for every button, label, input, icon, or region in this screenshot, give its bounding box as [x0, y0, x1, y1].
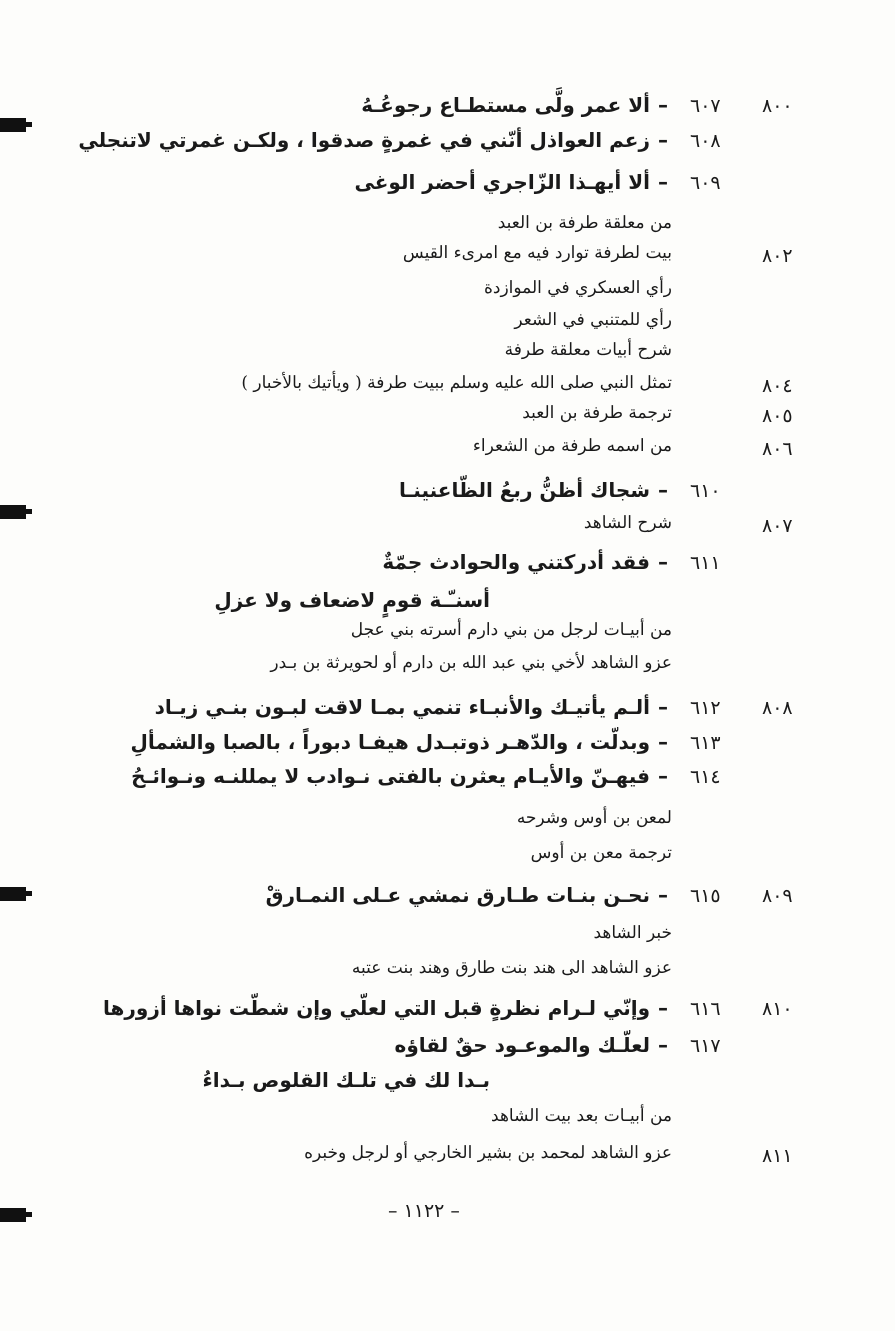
note-text: من أبيـات بعد بيت الشاهد [491, 1106, 672, 1126]
verse-text: زعم العواذل أنّني في غمرةٍ صدقوا ، ولكـن غمرتي لاتنجلي [78, 128, 650, 152]
verse-dash: – [658, 170, 668, 194]
verse-dash: – [658, 996, 668, 1020]
note-text: لمعن بن أوس وشرحه [516, 808, 672, 828]
note-text: من أبيـات لرجل من بني دارم أسرته بني عجل [350, 620, 672, 640]
verse-dash: – [658, 478, 668, 502]
entry-page-number: ٨١١ [762, 1145, 793, 1167]
verse-number: ٦١٦ [690, 998, 721, 1020]
note-text: تمثل النبي صلى الله عليه وسلم ببيت طرفة ( ويأتيك بالأخبار ) [241, 373, 672, 393]
verse-number: ٦١٢ [690, 697, 721, 719]
entry-page-number: ٨٠٢ [762, 245, 793, 267]
verse-text: فيهـنّ والأيـام يعثرن بالفتى نـوادب لا يمللنـه ونـوائـحُ [131, 764, 650, 788]
verse-text: أسنـّـة قومٍ لاضعاف ولا عزلِ [214, 588, 490, 612]
note-text: ترجمة معن بن أوس [530, 843, 672, 863]
verse-number: ٦١٥ [690, 885, 721, 907]
verse-dash: – [658, 550, 668, 574]
entry-page-number: ٨٠٧ [762, 515, 793, 537]
note-text: عزو الشاهد لمحمد بن بشير الخارجي أو لرجل وخبره [304, 1143, 672, 1163]
binding-mark [0, 505, 26, 519]
binding-mark [0, 1208, 26, 1222]
verse-text: لعلّـك والموعـود حقٌ لقاؤه [394, 1033, 650, 1057]
entry-page-number: ٨٠٩ [762, 885, 793, 907]
verse-text: ألا أيهـذا الزّاجري أحضر الوغى [354, 170, 650, 194]
entry-page-number: ٨٠٤ [762, 375, 793, 397]
note-text: من معلقة طرفة بن العبد [497, 213, 672, 233]
note-text: عزو الشاهد الى هند بنت طارق وهند بنت عتبه [351, 958, 672, 978]
verse-number: ٦١٤ [690, 766, 721, 788]
note-text: من اسمه طرفة من الشعراء [472, 436, 672, 456]
note-text: رأي للمتنبي في الشعر [514, 310, 672, 330]
verse-text: ألـم يأتيـك والأنبـاء تنمي بمـا لاقت لبـون بنـي زيـاد [154, 695, 650, 719]
verse-text: وإنّي لـرام نظرةٍ قبل التي لعلّي وإن شطّت نواها أزورها [103, 996, 650, 1020]
entry-page-number: ٨٠٦ [762, 438, 793, 460]
verse-dash: – [658, 883, 668, 907]
verse-text: ألا عمر ولَّى مستطـاع رجوعُـهُ [361, 93, 650, 117]
note-text: رأي العسكري في الموازدة [483, 278, 672, 298]
verse-dash: – [658, 764, 668, 788]
verse-text: وبدلّت ، والدّهـر ذوتبـدل هيفـا دبوراً ، بالصبا والشمألِ [130, 730, 650, 754]
verse-dash: – [658, 730, 668, 754]
verse-number: ٦١١ [690, 552, 721, 574]
note-text: عزو الشاهد لأخي بني عبد الله بن دارم أو لحويرثة بن بـدر [270, 653, 672, 673]
verse-number: ٦١٣ [690, 732, 721, 754]
verse-number: ٦٠٩ [690, 172, 721, 194]
verse-text: فقد أدركتني والحوادث جمّةٌ [382, 550, 650, 574]
verse-number: ٦١٠ [690, 480, 721, 502]
note-text: شرح أبيات معلقة طرفة [504, 340, 672, 360]
verse-text: بـدا لك في تلـك القلوص بـداءُ [202, 1068, 490, 1092]
verse-dash: – [658, 1033, 668, 1057]
verse-dash: – [658, 93, 668, 117]
verse-dash: – [658, 695, 668, 719]
note-text: ترجمة طرفة بن العبد [522, 403, 672, 423]
note-text: بيت لطرفة توارد فيه مع امرىء القيس [402, 243, 672, 263]
entry-page-number: ٨١٠ [762, 998, 793, 1020]
verse-dash: – [658, 128, 668, 152]
binding-mark [0, 887, 26, 901]
entry-page-number: ٨٠٨ [762, 697, 793, 719]
verse-text: نحـن بنـات طـارق نمشي عـلى النمـارقْ [265, 883, 650, 907]
note-text: خبر الشاهد [593, 923, 672, 943]
page-number: – ١١٢٢ – [388, 1200, 460, 1222]
entry-page-number: ٨٠٥ [762, 405, 793, 427]
verse-number: ٦٠٧ [690, 95, 721, 117]
verse-text: شجاك أظنُّ ربعُ الظّاعنينـا [398, 478, 650, 502]
verse-number: ٦١٧ [690, 1035, 721, 1057]
binding-mark [0, 118, 26, 132]
entry-page-number: ٨٠٠ [762, 95, 793, 117]
verse-number: ٦٠٨ [690, 130, 721, 152]
note-text: شرح الشاهد [583, 513, 672, 533]
